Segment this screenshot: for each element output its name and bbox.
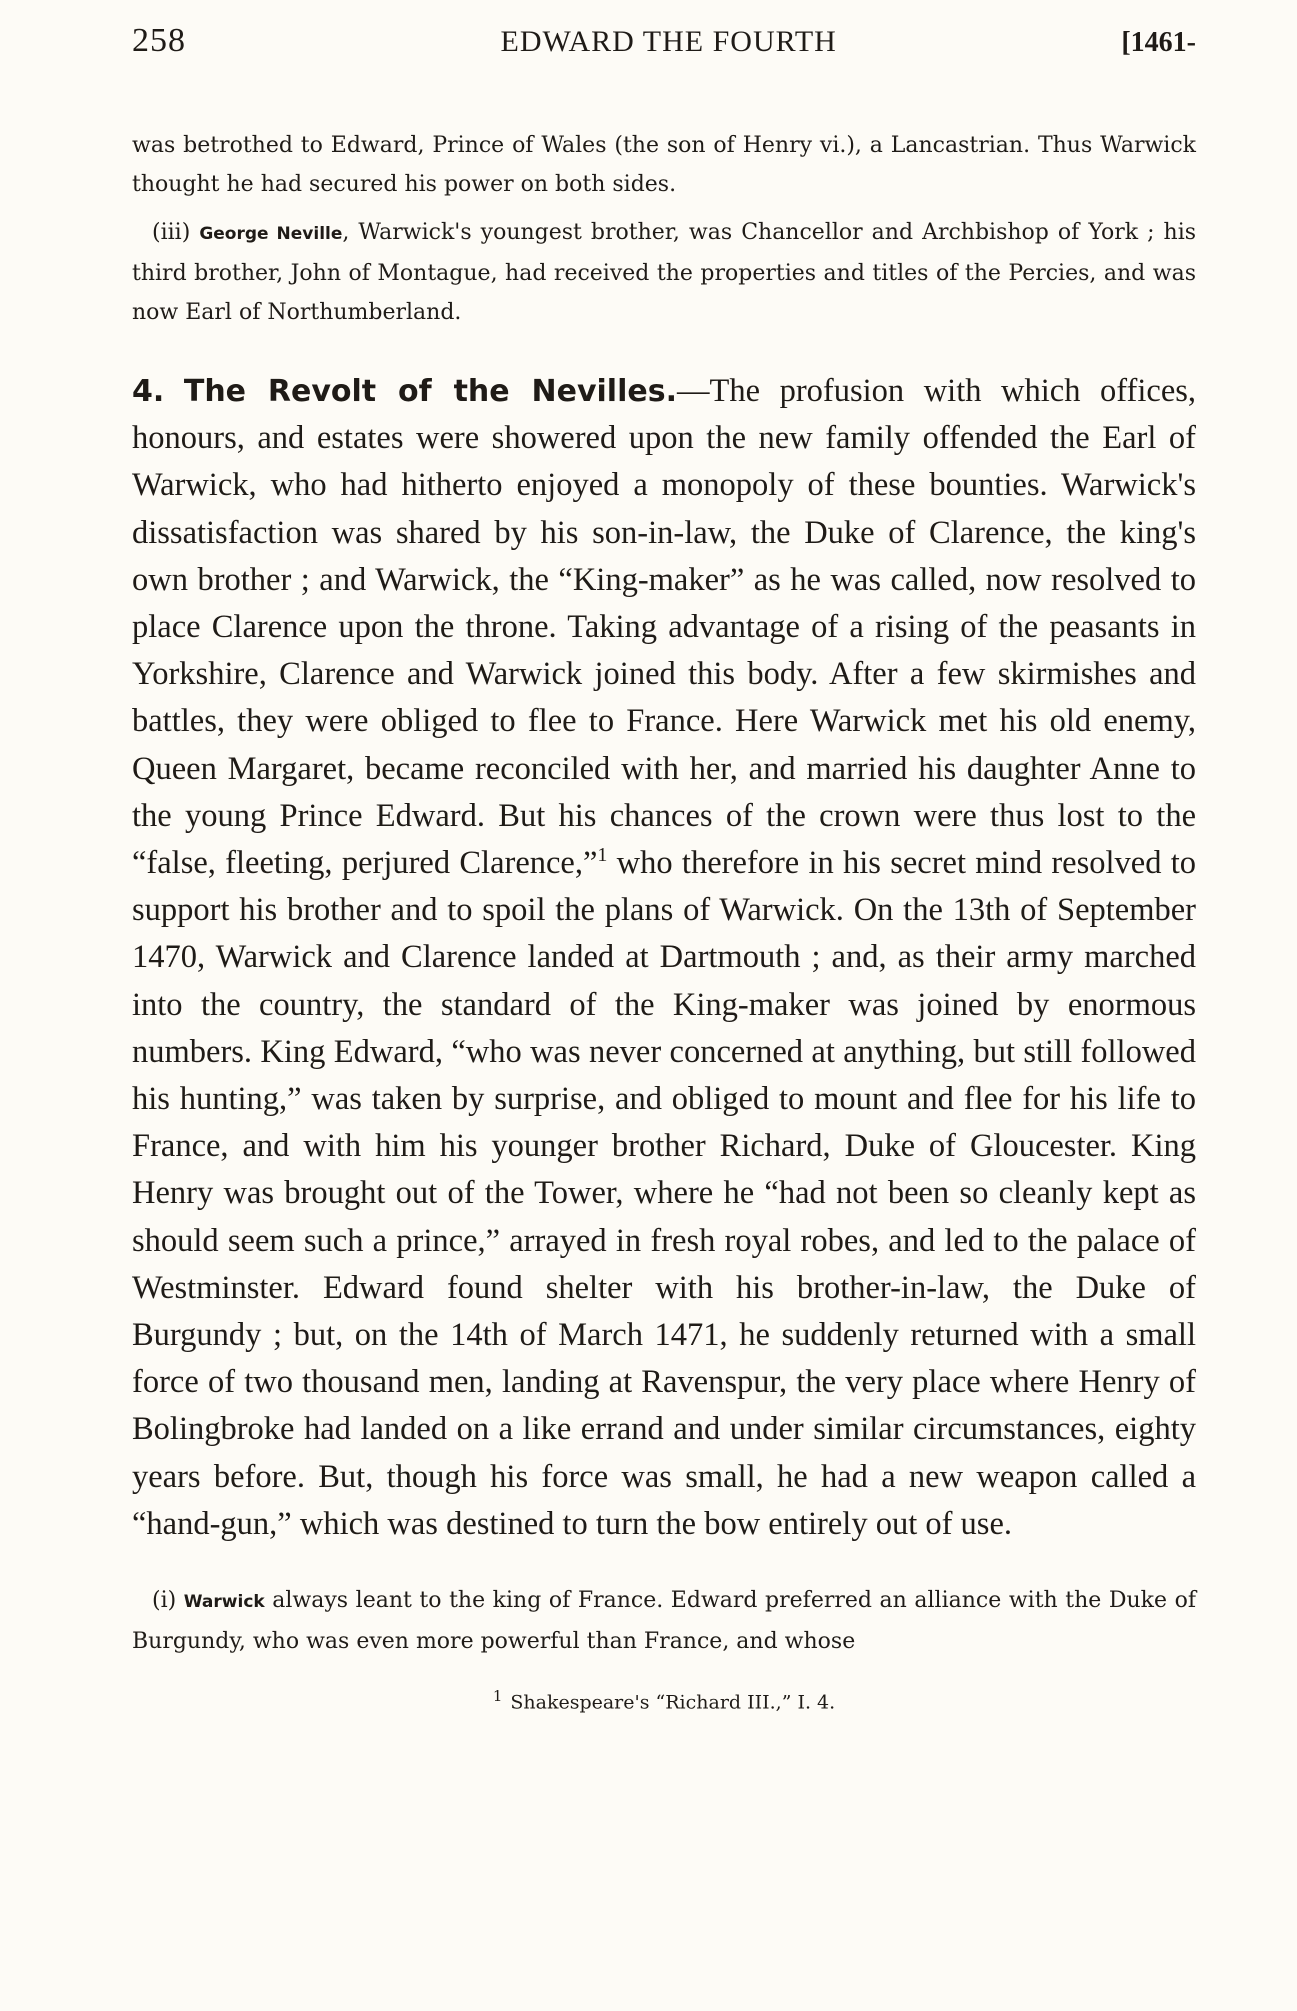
running-date-range: [1461- bbox=[1121, 27, 1196, 58]
note-iii bbox=[132, 213, 1196, 332]
note-iii-marker: (iii) bbox=[152, 220, 191, 245]
page-number: 258 bbox=[132, 22, 186, 59]
running-title: EDWARD THE FOURTH bbox=[500, 25, 837, 58]
note-i-marker: (i) bbox=[152, 1587, 177, 1613]
book-page bbox=[132, 22, 1196, 1713]
note-i bbox=[132, 1581, 1196, 1661]
top-notes bbox=[132, 126, 1196, 332]
section-body-part2: who therefore in his secret mind resolved to support his brother and to spoil the plans of Warwick. On the 13th of September 1470, Warwick and Clarence landed at Dartmouth ; and, as their army marched into the country, the standard of the King-maker was joined by enormous numbers. King Edward, “who was never concerned at anything, but still followed his hunting,” was taken by surprise, and obliged to mount and flee for his life to France, and with him his younger brother Richard, Duke of Gloucester. King Henry was brought out of the Tower, where he “had not been so cleanly kept as should seem such a prince,” arrayed in fresh royal robes, and led to the palace of Westminster. Edward found shelter with his brother-in-law, the Duke of Burgundy ; but, on the 14th of March 1471, he suddenly returned with a small force of two thousand men, landing at Ravenspur, the very place where Henry of Bolingbroke had landed on a like errand and under similar circumstances, eighty years before. But, though his force was small, he had a new weapon called a “hand-gun,” which was destined to turn the bow entirely out of use. bbox=[132, 845, 1196, 1542]
section-heading: The Revolt of the Nevilles. bbox=[183, 374, 677, 409]
footnote-number: 1 bbox=[492, 1686, 503, 1705]
note-i-text: always leant to the king of France. Edward preferred an alliance with the Duke of Burgundy, who was even more powerful than France, and whose bbox=[132, 1587, 1196, 1654]
bottom-notes bbox=[132, 1581, 1196, 1661]
section-body-part1: —The profusion with which offices, honours, and estates were showered upon the new family offended the Earl of Warwick, who had hitherto enjoyed a monopoly of these bounties. Warwick's dissatisfaction was shared by his son-in-law, the Duke of Clarence, the king's own brother ; and Warwick, the “King-maker” as he was called, now resolved to place Clarence upon the throne. Taking advantage of a rising of the peasants in Yorkshire, Clarence and Warwick joined this body. After a few skirmishes and battles, they were obliged to flee to France. Here Warwick met his old enemy, Queen Margaret, became reconciled with her, and married his daughter Anne to the young Prince Edward. But his chances of the crown were thus lost to the “false, fleeting, perjured Clarence,” bbox=[132, 373, 1197, 882]
footnote-text: Shakespeare's “Richard III.,” I. 4. bbox=[510, 1690, 836, 1713]
note-i-name: Warwick bbox=[183, 1591, 265, 1612]
section-number: 4. bbox=[132, 374, 165, 409]
footnote bbox=[132, 1687, 1196, 1713]
footnote-reference: 1 bbox=[597, 844, 608, 867]
note-iii-name: George Neville bbox=[199, 224, 343, 244]
note-continuation: was betrothed to Edward, Prince of Wales (the son of Henry vi.), a Lancastrian. Thus Warwick thought he had secured his power on both sides. bbox=[132, 133, 1196, 197]
section-revolt-of-the-nevilles bbox=[132, 368, 1196, 1548]
running-header bbox=[132, 22, 1196, 72]
note-iii-text: , Warwick's youngest brother, was Chancellor and Archbishop of York ; his third brother, John of Montague, had received the properties and titles of the Percies, and was now Earl of Northumberland. bbox=[132, 220, 1197, 325]
